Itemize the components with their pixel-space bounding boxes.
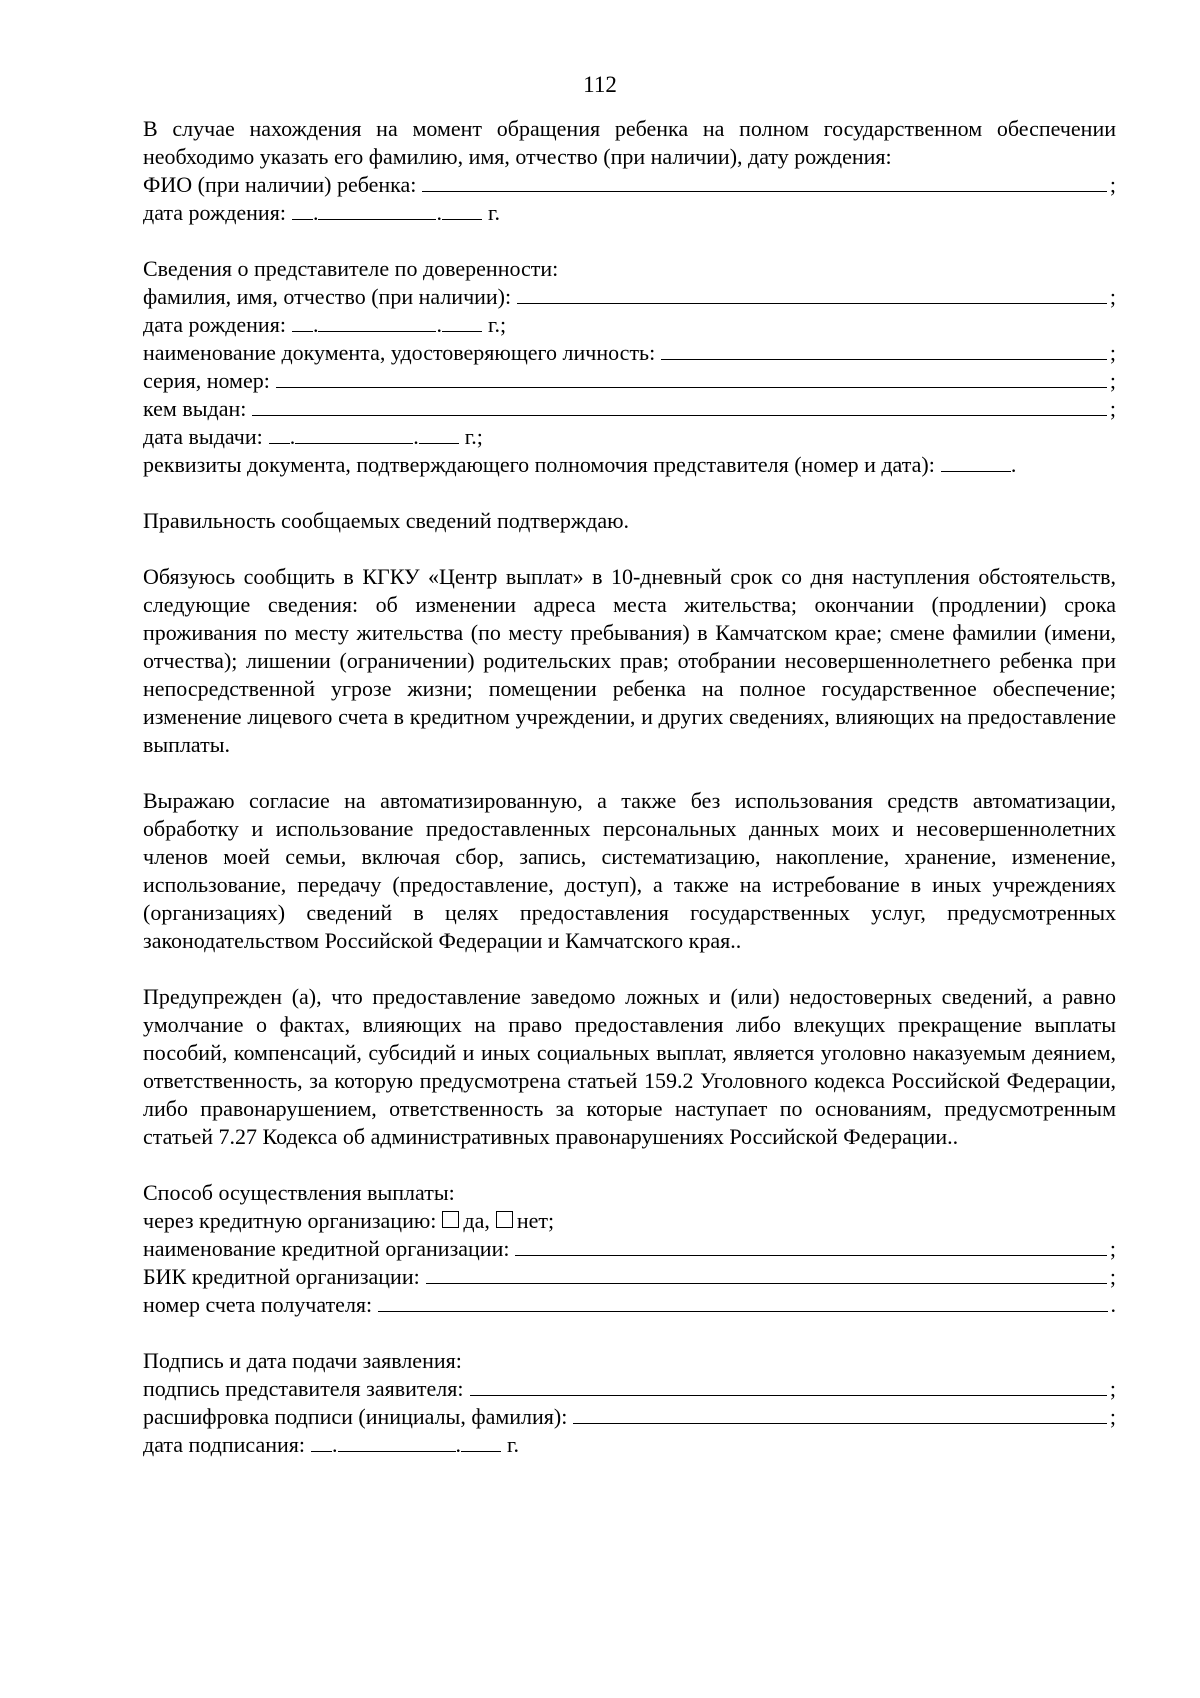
decode-label: расшифровка подписи (инициалы, фамилия): <box>143 1404 568 1429</box>
sign-label: подпись представителя заявителя: <box>143 1376 464 1401</box>
rep-issue-date-row <box>143 423 1116 451</box>
rep-doc-row <box>143 339 1116 367</box>
birth-day-field[interactable] <box>292 199 313 220</box>
child-name-label: ФИО (при наличии) ребенка: <box>143 172 417 197</box>
period: . <box>1110 1292 1116 1317</box>
rep-birth-label: дата рождения: <box>143 312 286 337</box>
representative-heading: Сведения о представителе по доверенности: <box>143 256 559 281</box>
semicolon: ; <box>1109 1236 1116 1261</box>
period: . <box>1010 452 1017 477</box>
bank-name-row <box>143 1235 1116 1263</box>
sign-date-row <box>143 1431 1116 1459</box>
semicolon: ; <box>1109 340 1116 365</box>
date-dot: . <box>455 1432 461 1457</box>
warning-paragraph: Предупрежден (а), что предоставление заведомо ложных и (или) недостоверных сведений, а равно умолчание о фактах, влияющих на право предоставления либо влекущих прекращение выплаты пособий, компенсаций, субсидий и иных социальных выплат, является уголовно наказуемым деянием, ответственность, за которую предусмотрена статьей 159.2 Уголовного кодекса Российской Федерации, либо правонарушением, ответственность за которые наступает по основаниям, предусмотренным статьей 7.27 Кодекса об административных правонарушениях Российской Федерации.. <box>143 984 1116 1149</box>
child-birth-label: дата рождения: <box>143 200 286 225</box>
account-row <box>143 1291 1116 1319</box>
year-suffix: г. <box>487 200 500 225</box>
semicolon: ; <box>1109 1376 1116 1401</box>
semicolon: ; <box>1109 368 1116 393</box>
rep-issued-row <box>143 395 1116 423</box>
rep-issue-date-label: дата выдачи: <box>143 424 263 449</box>
date-dot: . <box>312 200 319 225</box>
signature-heading: Подпись и дата подачи заявления: <box>143 1348 462 1373</box>
date-dot: . <box>436 312 442 337</box>
bank-name-label: наименование кредитной организации: <box>143 1236 510 1261</box>
bik-row <box>143 1263 1116 1291</box>
child-birth-row <box>143 199 1116 227</box>
rep-authority-row <box>143 451 1116 479</box>
rep-birth-month-field[interactable] <box>318 311 436 332</box>
year-suffix: г. <box>507 1432 520 1457</box>
bik-field[interactable] <box>426 1263 1107 1284</box>
date-dot: . <box>289 424 296 449</box>
confirm-text: Правильность сообщаемых сведений подтверждаю. <box>143 508 630 533</box>
consent-paragraph: Выражаю согласие на автоматизированную, а также без использования средств автоматизации, обработку и использование предоставленных персональных данных моих и несовершеннолетних членов моей семьи, включая сбор, запись, систематизацию, накопление, хранение, изменение, использование, передачу (предоставление, доступ), а также на истребование в иных учреждениях (организациях) сведений в целях предоставления государственных услуг, предусмотренных законодательством Российской Федерации и Камчатского края.. <box>143 788 1116 953</box>
sign-field[interactable] <box>470 1375 1107 1396</box>
via-credit-label: через кредитную организацию: <box>143 1208 437 1233</box>
rep-birth-day-field[interactable] <box>292 311 313 332</box>
rep-doc-field[interactable] <box>661 339 1107 360</box>
bik-label: БИК кредитной организации: <box>143 1264 420 1289</box>
rep-series-field[interactable] <box>276 367 1107 388</box>
yes-checkbox[interactable] <box>442 1211 459 1228</box>
sign-day-field[interactable] <box>311 1431 332 1452</box>
date-dot: . <box>436 200 442 225</box>
intro-paragraph: В случае нахождения на момент обращения ребенка на полном государственном обеспечении необходимо указать его фамилию, имя, отчество (при наличии), дату рождения: <box>143 116 1116 169</box>
form-content <box>143 115 1116 1459</box>
sign-year-field[interactable] <box>461 1431 501 1452</box>
rep-name-row <box>143 283 1116 311</box>
rep-birth-row <box>143 311 1116 339</box>
sign-row <box>143 1375 1116 1403</box>
birth-month-field[interactable] <box>318 199 436 220</box>
rep-authority-field[interactable] <box>941 451 1011 472</box>
rep-issued-field[interactable] <box>252 395 1107 416</box>
obligation-paragraph: Обязуюсь сообщить в КГКУ «Центр выплат» в 10-дневный срок со дня наступления обстоятельств, следующие сведения: об изменении адреса места жительства; окончании (продлении) срока проживания по месту жительства (по месту пребывания) в Камчатском крае; смене фамилии (имени, отчества); лишении (ограничении) родительских прав; отобрании несовершеннолетнего ребенка при непосредственной угрозе жизни; помещении ребенка на полное государственное обеспечение; изменение лицевого счета в кредитном учреждении, и других сведениях, влияющих на предоставление выплаты. <box>143 564 1116 757</box>
issue-month-field[interactable] <box>295 423 413 444</box>
semicolon: ; <box>1109 396 1116 421</box>
sign-month-field[interactable] <box>338 1431 456 1452</box>
child-name-field[interactable] <box>422 171 1106 192</box>
rep-series-label: серия, номер: <box>143 368 270 393</box>
date-dot: . <box>332 1432 338 1457</box>
date-dot: . <box>413 424 419 449</box>
no-label: нет; <box>516 1208 555 1233</box>
rep-issued-label: кем выдан: <box>143 396 247 421</box>
decode-row <box>143 1403 1116 1431</box>
semicolon: ; <box>1109 284 1116 309</box>
issue-year-field[interactable] <box>419 423 459 444</box>
birth-year-field[interactable] <box>442 199 482 220</box>
rep-name-field[interactable] <box>517 283 1107 304</box>
bank-name-field[interactable] <box>515 1235 1106 1256</box>
decode-field[interactable] <box>573 1403 1107 1424</box>
semicolon: ; <box>1109 1404 1116 1429</box>
child-name-row <box>143 171 1116 199</box>
rep-authority-label: реквизиты документа, подтверждающего полномочия представителя (номер и дата): <box>143 452 935 477</box>
rep-birth-year-field[interactable] <box>442 311 482 332</box>
date-dot: . <box>312 312 319 337</box>
year-suffix: г.; <box>464 424 483 449</box>
no-checkbox[interactable] <box>496 1211 513 1228</box>
account-label: номер счета получателя: <box>143 1292 373 1317</box>
semicolon: ; <box>1109 1264 1116 1289</box>
payment-heading: Способ осуществления выплаты: <box>143 1180 455 1205</box>
via-credit-row <box>143 1207 1116 1235</box>
rep-name-label: фамилия, имя, отчество (при наличии): <box>143 284 512 309</box>
rep-series-row <box>143 367 1116 395</box>
issue-day-field[interactable] <box>269 423 290 444</box>
semicolon: ; <box>1109 172 1116 197</box>
sign-date-label: дата подписания: <box>143 1432 305 1457</box>
year-suffix: г.; <box>487 312 507 337</box>
rep-doc-label: наименование документа, удостоверяющего личность: <box>143 340 656 365</box>
account-field[interactable] <box>378 1291 1107 1312</box>
page-number: 112 <box>583 72 617 97</box>
yes-label: да, <box>463 1208 490 1233</box>
